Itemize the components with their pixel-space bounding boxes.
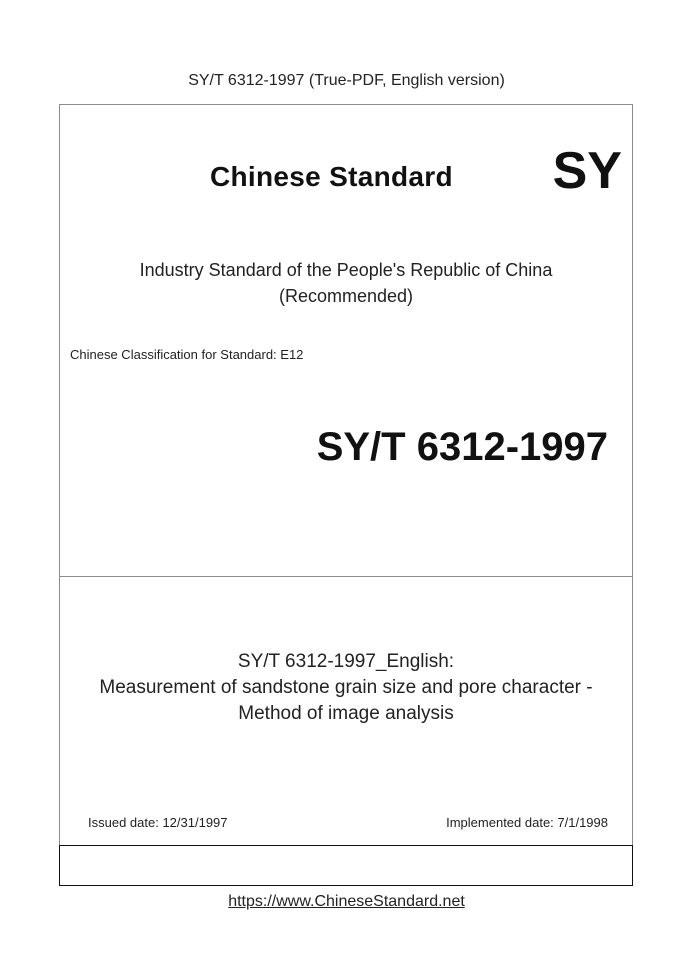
industry-standard-line: Industry Standard of the People's Republic of China (139, 260, 553, 280)
title-line-code: SY/T 6312-1997_English: (237, 651, 455, 672)
footer-strip (59, 845, 633, 886)
industry-standard-block (60, 257, 632, 309)
classification-text: Chinese Classification for Standard: E12 (70, 347, 304, 362)
cover-frame (59, 104, 633, 886)
sy-mark: SY (552, 142, 622, 200)
recommended-line: (Recommended) (278, 286, 414, 306)
standard-code: SY/T 6312-1997 (316, 425, 608, 469)
title-line-main: Measurement of sandstone grain size and pore character - (99, 677, 593, 698)
page-header-text: SY/T 6312-1997 (True-PDF, English version) (188, 72, 505, 89)
document-title (60, 649, 632, 727)
implemented-date: Implemented date: 7/1/1998 (446, 815, 608, 830)
issued-date: Issued date: 12/31/1997 (88, 815, 228, 830)
footer-link-container (0, 893, 693, 911)
website-link[interactable]: https://www.ChineseStandard.net (228, 893, 465, 910)
cover-bottom-section (60, 577, 632, 845)
page-header (0, 72, 693, 90)
cover-top-section (60, 105, 632, 577)
title-line-sub: Method of image analysis (238, 703, 454, 724)
chinese-standard-heading: Chinese Standard (210, 161, 453, 192)
